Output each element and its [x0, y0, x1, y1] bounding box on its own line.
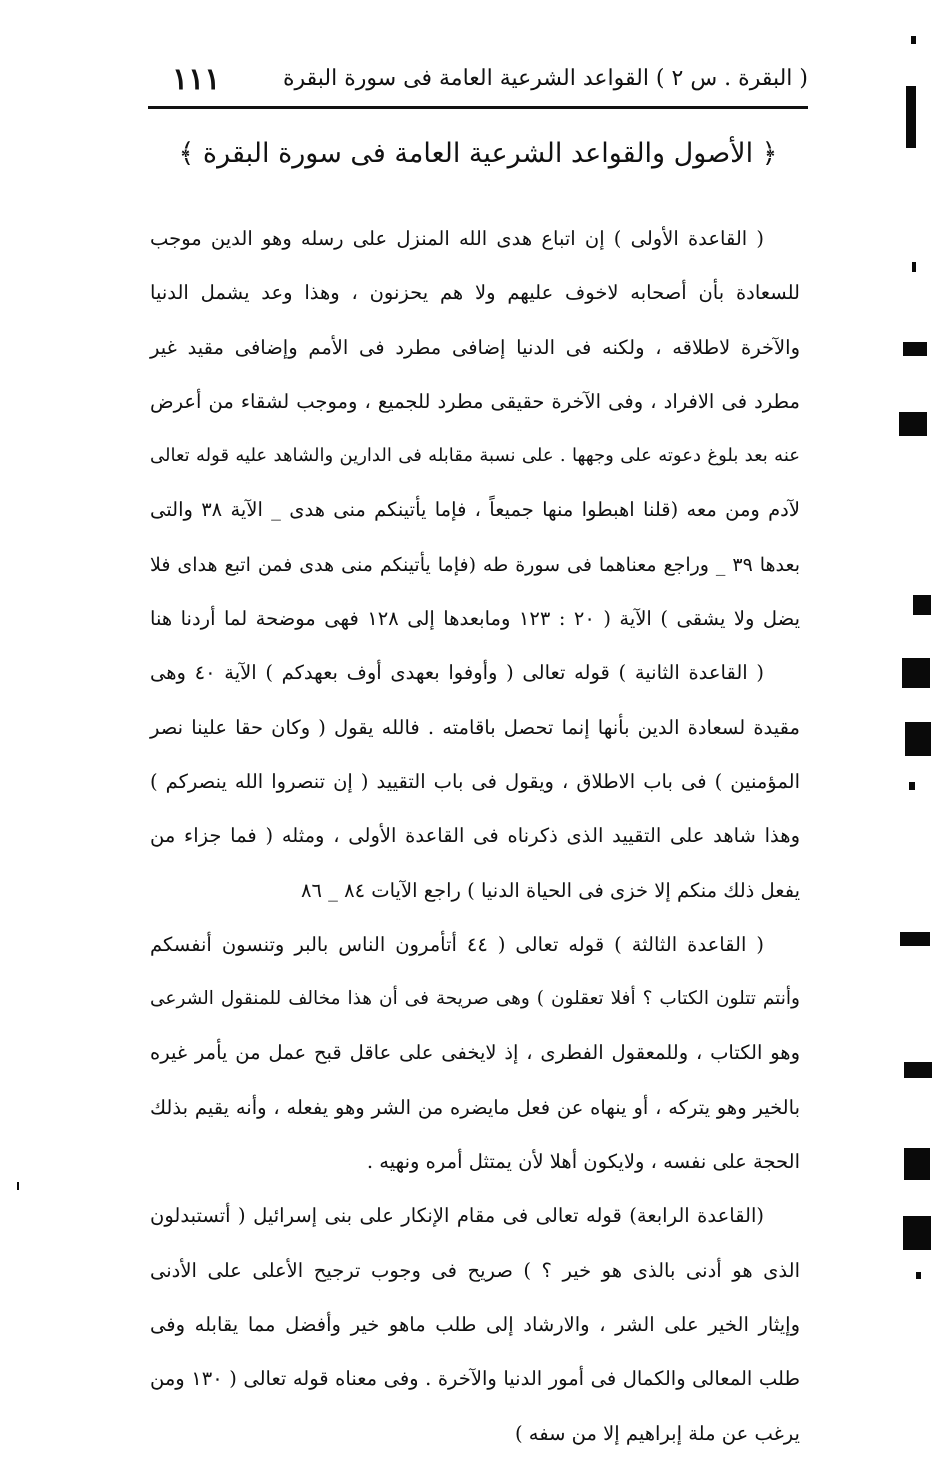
scan-edge-mark — [899, 412, 927, 436]
text-line: طلب المعالى والكمال فى أمور الدنيا والآخرة . وفى معناه قوله تعالى ( ١٣٠ ومن — [150, 1367, 801, 1391]
text-line: الحجة على نفسه ، ولايكون أهلا لأن يمتثل أمره ونهيه . — [366, 1150, 800, 1174]
scan-edge-mark — [911, 36, 916, 44]
text-line: بالخير وهو يتركه ، أو ينهاه عن فعل مايضره من الشر وهو يفعله ، وأنه يقيم بذلك — [150, 1095, 800, 1119]
scan-edge-mark — [904, 1062, 932, 1078]
text-line: وإيثار الخير على الشر ، والارشاد إلى طلب ماهو خير وأفضل مما يقابله وفى — [150, 1312, 800, 1336]
text-line: مطرد فى الافراد ، وفى الآخرة حقيقى مطرد للجميع ، وموجب لشقاء من أعرض — [150, 389, 800, 413]
scan-edge-mark — [916, 1272, 921, 1279]
scan-edge-mark — [903, 1216, 931, 1250]
text-line: وهذا شاهد على التقييد الذى ذكرناه فى القاعدة الأولى ، ومثله ( فما جزاء من — [150, 824, 800, 848]
scan-edge-mark — [909, 782, 915, 790]
text-line: وهو الكتاب ، وللمعقول الفطرى ، إذ لايخفى على عاقل قبح عمل من يأمر غيره — [150, 1041, 800, 1065]
scan-edge-mark — [906, 86, 916, 148]
text-line: ( القاعدة الأولى ) إن اتباع هدى الله المنزل على رسله وهو الدين موجب — [150, 227, 764, 250]
page-number: ١١١ — [172, 62, 221, 97]
text-line: والآخرة لاطلاقه ، ولكنه فى الدنيا إضافى مطرد فى الأمم وإضافى مقيد غير — [150, 335, 800, 359]
scan-edge-mark — [913, 595, 931, 615]
body-text — [150, 212, 800, 1461]
text-line: (القاعدة الرابعة) قوله تعالى فى مقام الإنكار على بنى إسرائيل ( أتستبدلون — [150, 1204, 764, 1228]
text-line: لآدم ومن معه (قلنا اهبطوا منها جميعاً ، فإما يأتينكم منى هدى _ الآية ٣٨ والتى — [150, 498, 800, 522]
text-line: يفعل ذلك منكم إلا خزى فى الحياة الدنيا ) راجع الآيات ٨٤ _ ٨٦ — [300, 878, 800, 902]
scan-edge-mark — [902, 658, 930, 688]
text-line: يرغب عن ملة إبراهيم إلا من سفه ) — [514, 1421, 800, 1445]
header-rule — [148, 106, 808, 109]
text-line: وأنتم تتلون الكتاب ؟ أفلا تعقلون ) وهى صريحة فى أن هذا مخالف للمنقول الشرعى — [150, 988, 800, 1010]
text-line: عنه بعد بلوغ دعوته على وجهها . على نسبة مقابله فى الدارين والشاهد عليه قوله تعالى — [150, 445, 800, 467]
text-line: للسعادة بأن أصحابه لاخوف عليهم ولا هم يحزنون ، وهذا وعد يشمل الدنيا — [150, 281, 800, 305]
text-line: المؤمنين ) فى باب الاطلاق ، ويقول فى باب التقييد ( إن تنصروا الله ينصركم ) — [150, 769, 800, 793]
section-heading: ﴿ الأصول والقواعد الشرعية العامة فى سورة البقرة ﴾ — [178, 138, 778, 169]
text-line: يضل ولا يشقى ) الآية ( ٢٠ : ١٢٣ ومابعدها إلى ١٢٨ فهى موضحة لما أردنا هنا — [150, 607, 801, 631]
text-line: بعدها ٣٩ _ وراجع معناهما فى سورة طه (فإما يأتينكم منى هدى فمن اتبع هداى فلا — [150, 553, 800, 576]
text-line: ( القاعدة الثانية ) قوله تعالى ( وأوفوا بعهدى أوف بعهدكم ) الآية ٤٠ وهى — [150, 661, 764, 685]
scan-edge-mark — [905, 722, 931, 756]
running-title: ( البقرة . س ٢ ) القواعد الشرعية العامة فى سورة البقرة — [282, 66, 808, 91]
paragraph-rule-1 — [150, 212, 800, 646]
text-line: ( القاعدة الثالثة ) قوله تعالى ( ٤٤ أتأمرون الناس بالبر وتنسون أنفسكم — [150, 932, 764, 956]
scan-edge-mark — [17, 1182, 19, 1190]
paragraph-rule-3 — [150, 918, 800, 1189]
scan-edge-mark — [904, 1148, 930, 1180]
scan-edge-mark — [912, 262, 916, 272]
scan-edge-mark — [903, 342, 927, 356]
text-line: الذى هو أدنى بالذى هو خير ؟ ) صريح فى وجوب ترجيح الأعلى على الأدنى — [150, 1258, 800, 1282]
text-line: مقيدة لسعادة الدين بأنها إنما تحصل باقامته . فالله يقول ( وكان حقا علينا نصر — [150, 715, 800, 739]
paragraph-rule-4 — [150, 1189, 800, 1460]
paragraph-rule-2 — [150, 646, 800, 917]
scan-edge-mark — [900, 932, 930, 946]
running-header — [148, 62, 808, 102]
